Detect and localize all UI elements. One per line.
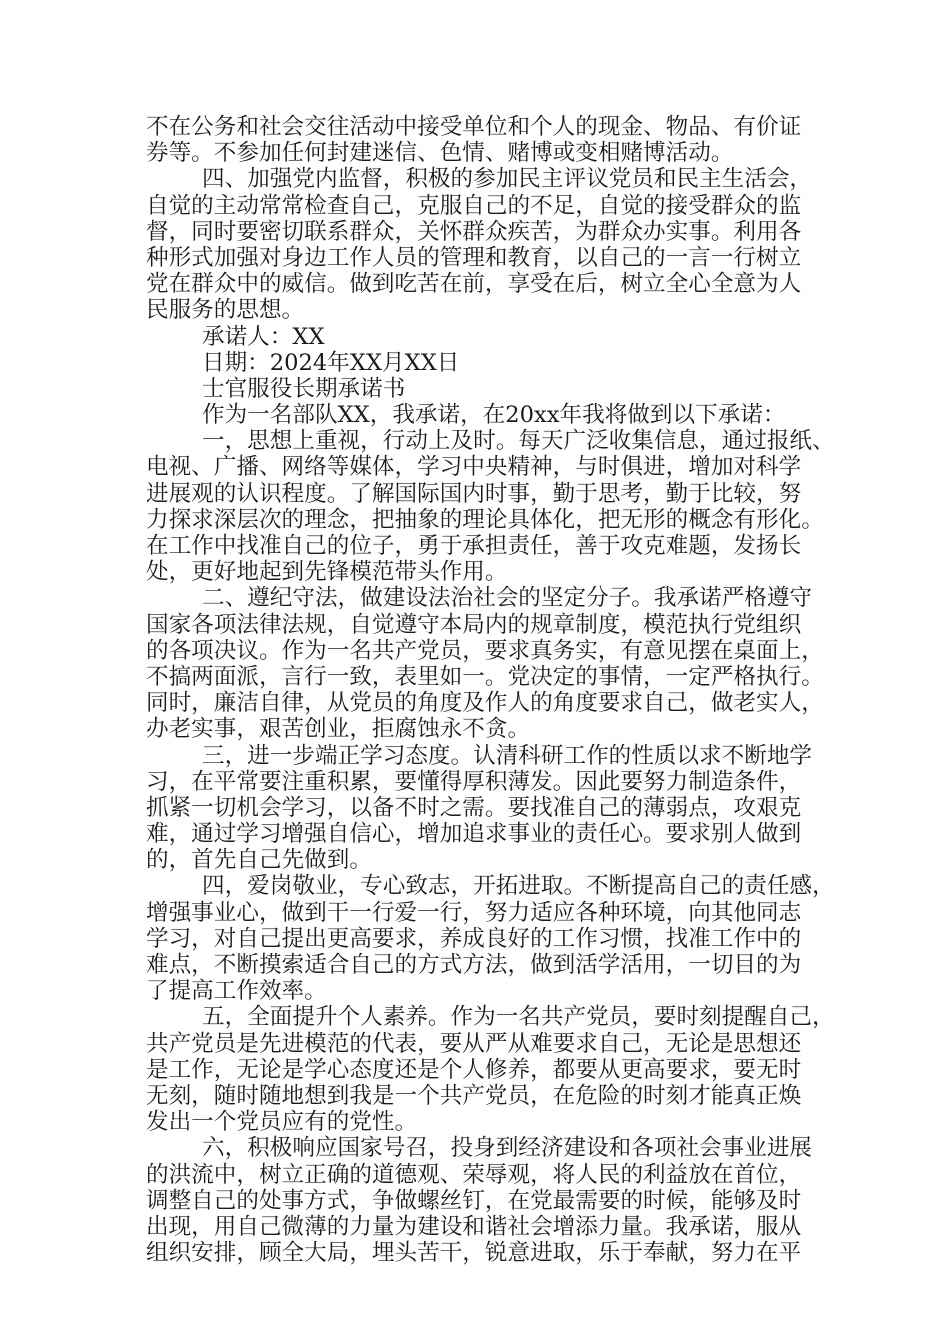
text-line: 国家各项法律法规，自觉遵守本局内的规章制度，模范执行党组织 — [146, 611, 802, 638]
paragraph — [146, 402, 826, 428]
text-line: 组织安排，顾全大局，埋头苦干，锐意进取，乐于奉献，努力在平 — [146, 1240, 802, 1267]
paragraph — [146, 114, 826, 166]
text-line: 民服务的思想。 — [146, 297, 305, 324]
text-line: 一，思想上重视，行动上及时。每天广泛收集信息，通过报纸、 — [202, 428, 835, 455]
text-line: 出现，用自己微薄的力量为建设和谐社会增添力量。我承诺，服从 — [146, 1213, 802, 1240]
text-line: 自觉的主动常常检查自己，克服自己的不足，自觉的接受群众的监 — [146, 192, 802, 219]
text-line: 的洪流中，树立正确的道德观、荣辱观，将人民的利益放在首位， — [146, 1161, 802, 1188]
text-line: 督，同时要密切联系群众，关怀群众疾苦，为群众办实事。利用各 — [146, 218, 802, 245]
text-line: 共产党员是先进模范的代表，要从严从难要求自己，无论是思想还 — [146, 1030, 802, 1057]
text-line: 发出一个党员应有的党性。 — [146, 1109, 418, 1136]
text-line: 在工作中找准自己的位子，勇于承担责任，善于攻克难题，发扬长 — [146, 533, 802, 559]
text-line: 券等。不参加任何封建迷信、色情、赌博或变相赌博活动。 — [146, 140, 734, 167]
text-line: 抓紧一切机会学习，以备不时之需。要找准自己的薄弱点，攻艰克 — [146, 794, 802, 821]
text-line: 的各项决议。作为一名共产党员，要求真务实，有意见摆在桌面上， — [146, 637, 824, 664]
text-line: 学习，对自己提出更高要求，养成良好的工作习惯，找准工作中的 — [146, 925, 802, 952]
text-line: 习，在平常要注重积累，要懂得厚积薄发。因此要努力制造条件， — [146, 768, 802, 795]
text-line: 承诺人：XX — [202, 323, 325, 350]
document-page — [146, 114, 835, 1267]
text-line: 种形式加强对身边工作人员的管理和教育，以自己的一言一行树立 — [146, 244, 802, 271]
text-line: 办老实事，艰苦创业，拒腐蚀永不贪。 — [146, 716, 531, 743]
paragraph — [146, 1004, 835, 1136]
text-line: 士官服役长期承诺书 — [202, 375, 406, 402]
paragraph — [146, 324, 826, 350]
paragraph — [146, 585, 826, 742]
text-line: 四、加强党内监督，积极的参加民主评议党员和民主生活会， — [202, 166, 813, 193]
text-line: 进展观的认识程度。了解国际国内时事，勤于思考，勤于比较，努 — [146, 480, 802, 507]
paragraph — [146, 743, 826, 874]
text-line: 无刻，随时随地想到我是一个共产党员，在危险的时刻才能真正焕 — [146, 1082, 802, 1109]
paragraph — [146, 873, 835, 1005]
text-line: 难点，不断摸索适合自己的方式方法，做到活学活用，一切目的为 — [146, 952, 802, 978]
text-line: 三，进一步端正学习态度。认清科研工作的性质以求不断地学 — [202, 742, 813, 769]
text-line: 不搞两面派，言行一致，表里如一。党决定的事情，一定严格执行。 — [146, 663, 824, 690]
text-line: 增强事业心，做到干一行爱一行，努力适应各种环境，向其他同志 — [146, 899, 802, 926]
text-line: 力探求深层次的理念，把抽象的理论具体化，把无形的概念有形化。 — [146, 506, 824, 533]
text-line: 了提高工作效率。 — [146, 978, 327, 1005]
paragraph — [146, 350, 826, 376]
text-line: 电视、广播、网络等媒体，学习中央精神，与时俱进，增加对科学 — [146, 454, 802, 481]
text-line: 的，首先自己先做到。 — [146, 847, 372, 874]
text-line: 调整自己的处事方式，争做螺丝钉，在党最需要的时候，能够及时 — [146, 1187, 802, 1214]
text-line: 五，全面提升个人素养。作为一名共产党员，要时刻提醒自己， — [202, 1004, 835, 1031]
text-line: 四，爱岗敬业，专心致志，开拓进取。不断提高自己的责任感， — [202, 873, 835, 900]
text-line: 党在群众中的威信。做到吃苦在前，享受在后，树立全心全意为人 — [146, 271, 802, 298]
text-line: 是工作，无论是学心态度还是个人修养，都要从更高要求，要无时 — [146, 1056, 802, 1083]
text-line: 日期：2024年XX月XX日 — [202, 349, 460, 376]
text-line: 二、遵纪守法，做建设法治社会的坚定分子。我承诺严格遵守 — [202, 585, 813, 612]
text-line: 不在公务和社会交往活动中接受单位和个人的现金、物品、有价证 — [146, 114, 802, 140]
text-line: 处，更好地起到先锋模范带头作用。 — [146, 559, 508, 586]
paragraph — [146, 428, 835, 586]
text-line: 同时，廉洁自律，从党员的角度及作人的角度要求自己，做老实人， — [146, 690, 824, 717]
paragraph — [146, 166, 826, 323]
paragraph — [146, 1135, 826, 1266]
text-line: 作为一名部队XX，我承诺，在20xx年我将做到以下承诺： — [202, 402, 786, 429]
text-line: 难，通过学习增强自信心，增加追求事业的责任心。要求别人做到 — [146, 821, 802, 848]
text-line: 六，积极响应国家号召，投身到经济建设和各项社会事业进展 — [202, 1135, 813, 1162]
paragraph — [146, 376, 826, 402]
